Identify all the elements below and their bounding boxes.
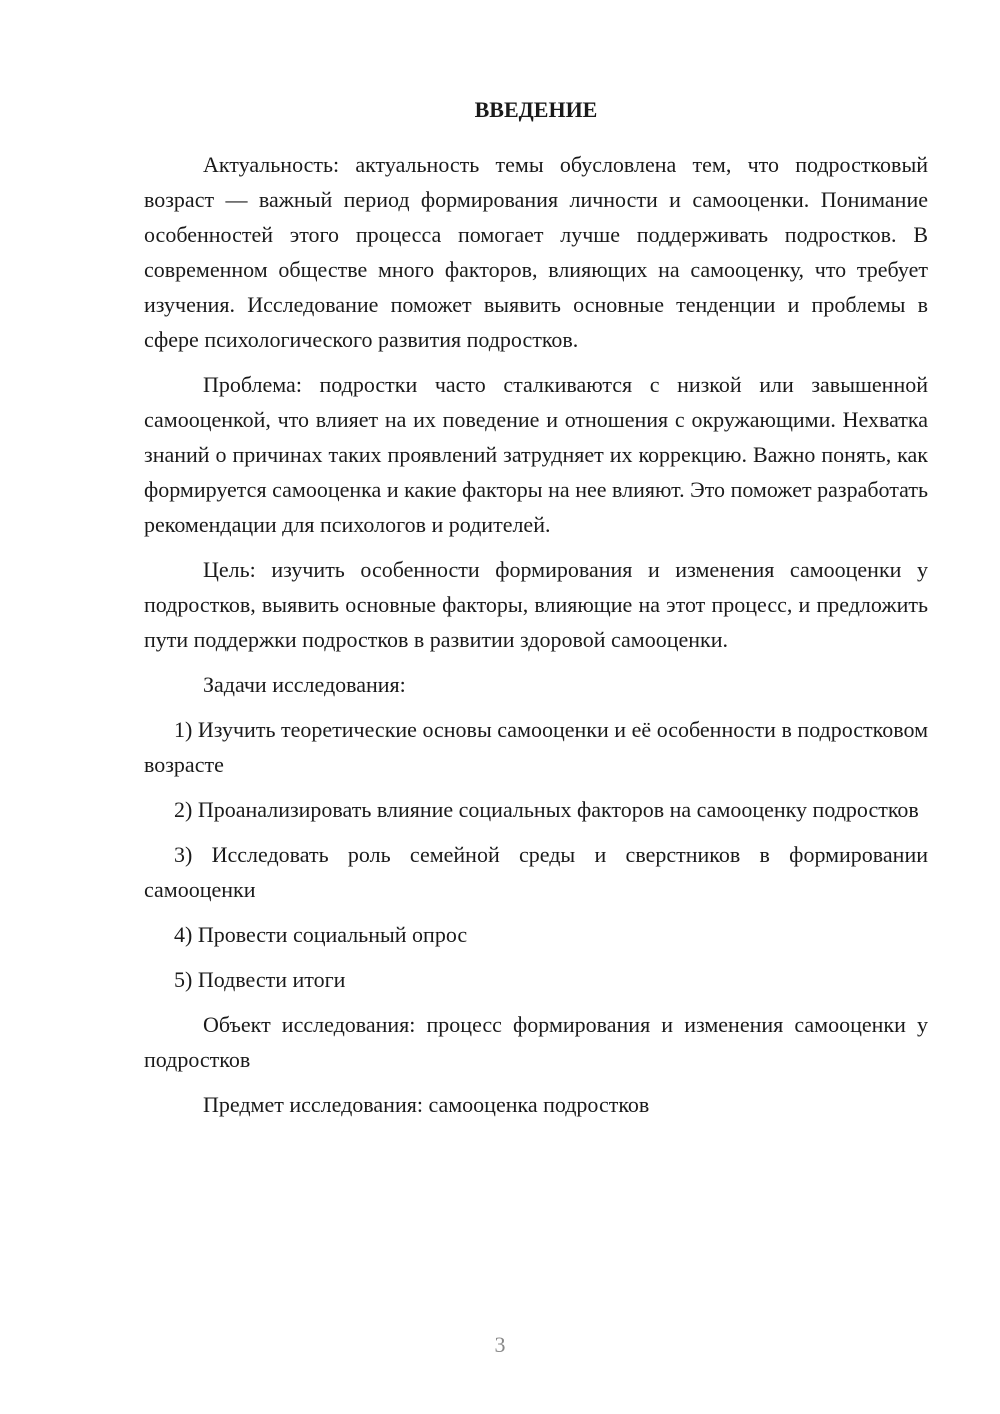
task-item-1: 1) Изучить теоретические основы самооценки и её особенности в подростковом возрасте: [144, 717, 928, 777]
page-title: ВВЕДЕНИЕ: [474, 97, 598, 122]
task-item-2: 2) Проанализировать влияние социальных факторов на самооценку подростков: [174, 797, 919, 822]
task-item-3: 3) Исследовать роль семейной среды и сверстников в формировании самооценки: [144, 842, 928, 902]
paragraph-object: Объект исследования: процесс формирования и изменения самооценки у подростков: [144, 1012, 928, 1072]
paragraph-problem: Проблема: подростки часто сталкиваются с низкой или завышенной самооценкой, что влияет на их поведение и отношения с окружающими. Нехватка знаний о причинах таких проявлений затрудняет их коррекцию. Важно понять, как формируется самооценка и какие факторы на нее влияют. Это поможет разработать рекомендации для психологов и родителей.: [144, 372, 928, 537]
tasks-heading: Задачи исследования:: [203, 672, 406, 697]
paragraph-subject: Предмет исследования: самооценка подростков: [203, 1092, 650, 1117]
page-number: 3: [494, 1332, 506, 1357]
task-item-4: 4) Провести социальный опрос: [174, 922, 468, 947]
task-item-5: 5) Подвести итоги: [174, 967, 346, 992]
paragraph-relevance: Актуальность: актуальность темы обусловлена тем, что подростковый возраст — важный период формирования личности и самооценки. Понимание особенностей этого процесса помогает лучше поддерживать подростков. В современном обществе много факторов, влияющих на самооценку, что требует изучения. Исследование поможет выявить основные тенденции и проблемы в сфере психологического развития подростков.: [144, 152, 928, 352]
paragraph-goal: Цель: изучить особенности формирования и изменения самооценки у подростков, выявить основные факторы, влияющие на этот процесс, и предложить пути поддержки подростков в развитии здоровой самооценки.: [144, 557, 928, 652]
page-content: [144, 92, 928, 1122]
